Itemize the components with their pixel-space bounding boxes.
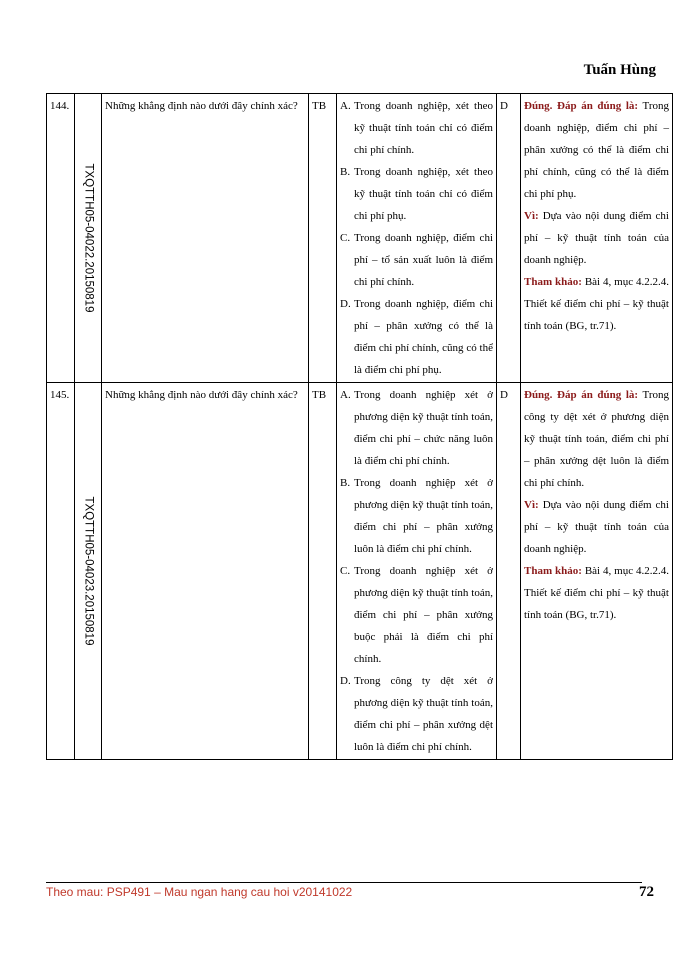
question-code: TXQTTH05-04023.20150819 [82,496,95,646]
question-text: Những khẳng định nào dưới đây chính xác? [102,383,309,760]
option-label: C. [340,565,351,577]
options-cell [337,94,497,383]
option-a [340,95,493,161]
option-text: Trong doanh nghiệp, điểm chi phí – phân xưởng có thể là điểm chi phí chính, cũng có thể là điểm chi phí phụ. [354,298,493,376]
option-label: B. [340,166,351,178]
option-text: Trong doanh nghiệp xét ở phương diện kỹ thuật tính toán, điểm chi phí – chức năng luôn là điểm chi phí chính. [354,389,493,467]
question-code-cell [75,94,102,383]
question-code: TXQTTH05-04022.20150819 [82,163,95,313]
question-number: 145. [47,383,75,760]
question-code-cell [75,383,102,760]
option-b [340,161,493,227]
header-author-name: Tuấn Hùng [583,62,656,78]
question-text: Những khẳng định nào dưới đây chính xác? [102,94,309,383]
question-number: 144. [47,94,75,383]
option-label: A. [340,389,351,401]
footer-template-note: Theo mau: PSP491 – Mau ngan hang cau hoi v20141022 [46,885,353,899]
option-label: A. [340,100,351,112]
difficulty-level: TB [309,383,337,760]
option-text: Trong doanh nghiệp, điểm chi phí – tổ sản xuất luôn là điểm chi phí chính. [354,232,493,288]
reason-text: Dựa vào nội dung điểm chi phí – kỹ thuật tính toán của doanh nghiệp. [524,210,669,266]
explanation-cell [521,94,673,383]
option-text: Trong doanh nghiệp, xét theo kỹ thuật tính toán chỉ có điểm chi phí chính. [354,100,493,156]
option-text: Trong doanh nghiệp xét ở phương diện kỹ thuật tính toán, điểm chi phí – phân xưởng luôn là điểm chi phí chính. [354,477,493,555]
option-label: D. [340,298,351,310]
table-row [47,383,673,760]
option-label: C. [340,232,351,244]
table-row [47,94,673,383]
reference-label: Tham khảo: [524,276,582,288]
option-text: Trong công ty dệt xét ở phương diện kỹ thuật tính toán, điểm chi phí – phân xưởng dệt luôn là điểm chi phí chính. [354,675,493,753]
correct-text: Trong công ty dệt xét ở phương diện kỹ thuật tính toán, điểm chi phí – phân xưởng dệt luôn là điểm chi phí chính. [524,389,669,489]
correct-label: Đúng. Đáp án đúng là: [524,100,639,112]
reference-text: Bài 4, mục 4.2.2.4. Thiết kế điểm chi phí – kỹ thuật tính toán (BG, tr.71). [524,565,669,621]
option-label: D. [340,675,351,687]
option-d [340,670,493,758]
option-d [340,293,493,381]
option-text: Trong doanh nghiệp, xét theo kỹ thuật tính toán chỉ có điểm chi phí phụ. [354,166,493,222]
options-cell [337,383,497,760]
explanation-cell [521,383,673,760]
difficulty-level: TB [309,94,337,383]
correct-text: Trong doanh nghiệp, điểm chi phí – phân xưởng có thể là điểm chi phí chính, cũng có thể là điểm chi phí phụ. [524,100,669,200]
reason-label: Vì: [524,210,539,222]
reason-label: Vì: [524,499,539,511]
question-bank-table [46,93,673,760]
page-number: 72 [639,884,654,900]
correct-label: Đúng. Đáp án đúng là: [524,389,639,401]
reference-text: Bài 4, mục 4.2.2.4. Thiết kế điểm chi phí – kỹ thuật tính toán (BG, tr.71). [524,276,669,332]
reference-label: Tham khảo: [524,565,582,577]
option-label: B. [340,477,351,489]
option-c [340,227,493,293]
option-b [340,472,493,560]
footer-divider [46,882,642,883]
reason-text: Dựa vào nội dung điểm chi phí – kỹ thuật tính toán của doanh nghiệp. [524,499,669,555]
option-a [340,384,493,472]
answer-key: D [497,94,521,383]
option-c [340,560,493,670]
option-text: Trong doanh nghiệp xét ở phương diện kỹ thuật tính toán, điểm chi phí – phân xưởng buộc phải là điểm chi phí chính. [354,565,493,665]
answer-key: D [497,383,521,760]
